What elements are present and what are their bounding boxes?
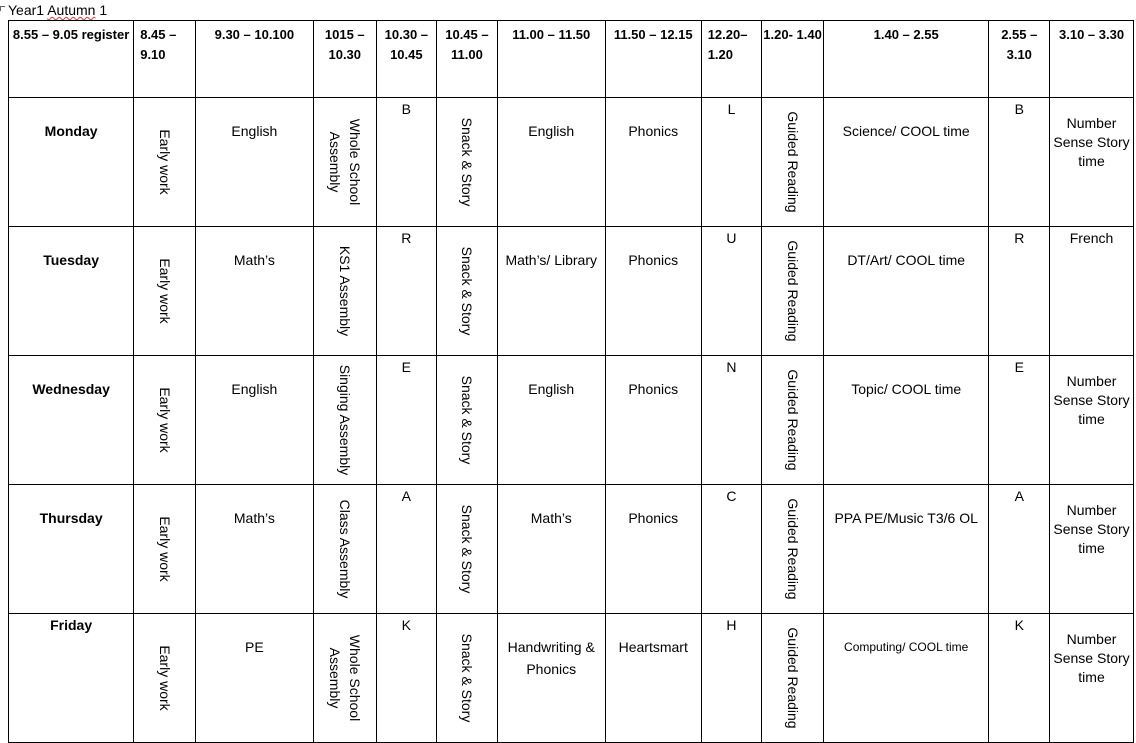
cell-text: A (1014, 488, 1024, 504)
cell-reading[interactable] (762, 485, 824, 614)
cell-block3[interactable] (605, 485, 701, 614)
cell-text: Whole School Assembly (326, 634, 363, 722)
cell-text: Phonics (628, 510, 679, 526)
cell-text: Number Sense Story time (1053, 373, 1130, 427)
cell-assembly[interactable] (313, 98, 376, 227)
cell-block3[interactable] (605, 614, 701, 743)
cell-text: B (1014, 101, 1024, 117)
cell-block1[interactable] (195, 227, 313, 356)
cell-block2[interactable] (497, 485, 605, 614)
cell-text: Thursday (39, 510, 103, 526)
cell-text: Topic/ COOL time (851, 381, 962, 397)
cell-snack[interactable] (437, 614, 498, 743)
cell-text: E (1014, 359, 1024, 375)
cell-lunch[interactable] (701, 356, 762, 485)
table-row (9, 356, 1134, 485)
cell-text: Early work (156, 129, 173, 195)
cell-snack[interactable] (437, 356, 498, 485)
cell-text: French (1069, 230, 1114, 246)
cell-text: DT/Art/ COOL time (847, 252, 966, 268)
cell-day[interactable] (9, 227, 134, 356)
cell-text: Singing Assembly (336, 364, 353, 476)
timetable (8, 20, 1134, 743)
cell-text: Early work (156, 258, 173, 324)
header-row (9, 21, 1134, 98)
cell-assembly[interactable] (313, 227, 376, 356)
cell-text: Phonics (628, 123, 679, 139)
cell-text: R (1014, 230, 1025, 246)
cell-block1[interactable] (195, 614, 313, 743)
cell-text: Friday (50, 617, 93, 633)
cell-text: Handwriting & Phonics (507, 639, 595, 677)
cell-text: Snack & Story (458, 633, 475, 723)
cell-text: C (726, 488, 737, 504)
cell-block3[interactable] (605, 227, 701, 356)
cell-text: K (401, 617, 412, 633)
cell-block2[interactable] (497, 614, 605, 743)
table-row (9, 485, 1134, 614)
cell-text: English (231, 381, 278, 397)
cell-block2[interactable] (497, 227, 605, 356)
cell-reading[interactable] (762, 227, 824, 356)
cell-block1[interactable] (195, 98, 313, 227)
cell-text: A (401, 488, 412, 504)
cell-early[interactable] (134, 227, 196, 356)
cell-block1[interactable] (195, 485, 313, 614)
cell-text: English (231, 123, 278, 139)
cell-break1[interactable] (376, 485, 437, 614)
cell-assembly[interactable] (313, 485, 376, 614)
cell-text: Number Sense Story time (1053, 502, 1130, 556)
table-row (9, 98, 1134, 227)
cell-text: Guided Reading (784, 627, 801, 729)
cell-block2[interactable] (497, 98, 605, 227)
header-cell[interactable]: 3.10 – 3.30 (1050, 21, 1134, 98)
cell-day[interactable] (9, 356, 134, 485)
cell-snack[interactable] (437, 98, 498, 227)
cell-afternoon[interactable] (823, 485, 989, 614)
cell-text: Phonics (628, 252, 679, 268)
cell-text: Tuesday (43, 252, 99, 268)
cell-text: Math’s (530, 510, 572, 526)
cell-break2[interactable] (989, 614, 1050, 743)
cell-early[interactable] (134, 98, 196, 227)
cell-text: N (726, 359, 737, 375)
cell-day[interactable] (9, 98, 134, 227)
cell-early[interactable] (134, 485, 196, 614)
header-cell[interactable]: 10.30 – 10.45 (376, 21, 437, 98)
cell-day[interactable] (9, 614, 134, 743)
cell-final[interactable] (1050, 98, 1134, 227)
cell-text: Snack & Story (458, 504, 475, 594)
cell-text: Heartsmart (618, 639, 688, 655)
cell-snack[interactable] (437, 485, 498, 614)
cell-reading[interactable] (762, 98, 824, 227)
cell-lunch[interactable] (701, 485, 762, 614)
cell-text: L (727, 101, 736, 117)
table-row (9, 614, 1134, 743)
cell-text: Snack & Story (458, 117, 475, 207)
cell-text: B (401, 101, 412, 117)
document-title: Year1 Autumn 1 (8, 2, 108, 18)
cell-text: Math’s (233, 252, 275, 268)
header-cell[interactable]: 8.55 – 9.05 register (9, 21, 134, 98)
table-anchor-handle[interactable] (0, 6, 5, 11)
cell-text: Snack & Story (458, 246, 475, 336)
cell-block2[interactable] (497, 356, 605, 485)
cell-afternoon[interactable] (823, 356, 989, 485)
cell-break2[interactable] (989, 485, 1050, 614)
header-cell[interactable]: 1.40 – 2.55 (823, 21, 989, 98)
cell-text: Math’s/ Library (505, 252, 598, 268)
cell-assembly[interactable] (313, 614, 376, 743)
cell-reading[interactable] (762, 356, 824, 485)
cell-text: English (528, 123, 575, 139)
cell-afternoon[interactable] (823, 614, 989, 743)
cell-block1[interactable] (195, 356, 313, 485)
header-cell[interactable]: 12.20– 1.20 (701, 21, 762, 98)
cell-text: PPA PE/Music T3/6 OL (834, 510, 978, 526)
cell-final[interactable] (1050, 356, 1134, 485)
cell-break2[interactable] (989, 227, 1050, 356)
cell-text: Guided Reading (784, 240, 801, 342)
header-cell[interactable]: 2.55 – 3.10 (989, 21, 1050, 98)
cell-text: Early work (156, 387, 173, 453)
cell-text: Wednesday (32, 381, 110, 397)
cell-text: Guided Reading (784, 369, 801, 471)
cell-reading[interactable] (762, 614, 824, 743)
cell-text: Number Sense Story time (1053, 115, 1130, 169)
cell-text: Number Sense Story time (1053, 631, 1130, 685)
header-cell[interactable]: 1.20- 1.40 (762, 21, 824, 98)
cell-assembly[interactable] (313, 356, 376, 485)
header-cell[interactable]: 11.00 – 11.50 (497, 21, 605, 98)
cell-day[interactable] (9, 485, 134, 614)
cell-break2[interactable] (989, 98, 1050, 227)
cell-text: U (726, 230, 737, 246)
cell-final[interactable] (1050, 614, 1134, 743)
cell-text: Math’s (233, 510, 275, 526)
cell-text: Guided Reading (784, 111, 801, 213)
cell-text: Whole School Assembly (326, 118, 363, 206)
cell-text: Early work (156, 645, 173, 711)
cell-text: KS1 Assembly (336, 245, 353, 337)
cell-break1[interactable] (376, 227, 437, 356)
cell-final[interactable] (1050, 485, 1134, 614)
cell-lunch[interactable] (701, 227, 762, 356)
cell-lunch[interactable] (701, 614, 762, 743)
cell-text: Science/ COOL time (842, 123, 970, 139)
cell-text: Snack & Story (458, 375, 475, 465)
cell-afternoon[interactable] (823, 227, 989, 356)
cell-text: H (726, 617, 737, 633)
header-cell[interactable]: 8.45 – 9.10 (134, 21, 196, 98)
cell-text: Monday (44, 123, 98, 139)
cell-block3[interactable] (605, 356, 701, 485)
cell-final[interactable] (1050, 227, 1134, 356)
cell-afternoon[interactable] (823, 98, 989, 227)
cell-early[interactable] (134, 356, 196, 485)
cell-text: Early work (156, 516, 173, 582)
cell-break1[interactable] (376, 614, 437, 743)
cell-text: Class Assembly (336, 499, 353, 599)
cell-lunch[interactable] (701, 98, 762, 227)
cell-text: E (401, 359, 412, 375)
table-row (9, 227, 1134, 356)
cell-block3[interactable] (605, 98, 701, 227)
header-cell[interactable]: 1015 – 10.30 (313, 21, 376, 98)
header-cell[interactable]: 10.45 – 11.00 (437, 21, 498, 98)
cell-text: Guided Reading (784, 498, 801, 600)
cell-break2[interactable] (989, 356, 1050, 485)
header-cell[interactable]: 11.50 – 12.15 (605, 21, 701, 98)
header-cell[interactable]: 9.30 – 10.100 (195, 21, 313, 98)
cell-text: PE (245, 639, 264, 655)
cell-text: English (528, 381, 575, 397)
cell-text: Computing/ COOL time (844, 640, 969, 654)
cell-break1[interactable] (376, 356, 437, 485)
cell-text: Phonics (628, 381, 679, 397)
cell-text: K (1014, 617, 1024, 633)
cell-snack[interactable] (437, 227, 498, 356)
cell-text: R (401, 230, 412, 246)
cell-early[interactable] (134, 614, 196, 743)
cell-break1[interactable] (376, 98, 437, 227)
